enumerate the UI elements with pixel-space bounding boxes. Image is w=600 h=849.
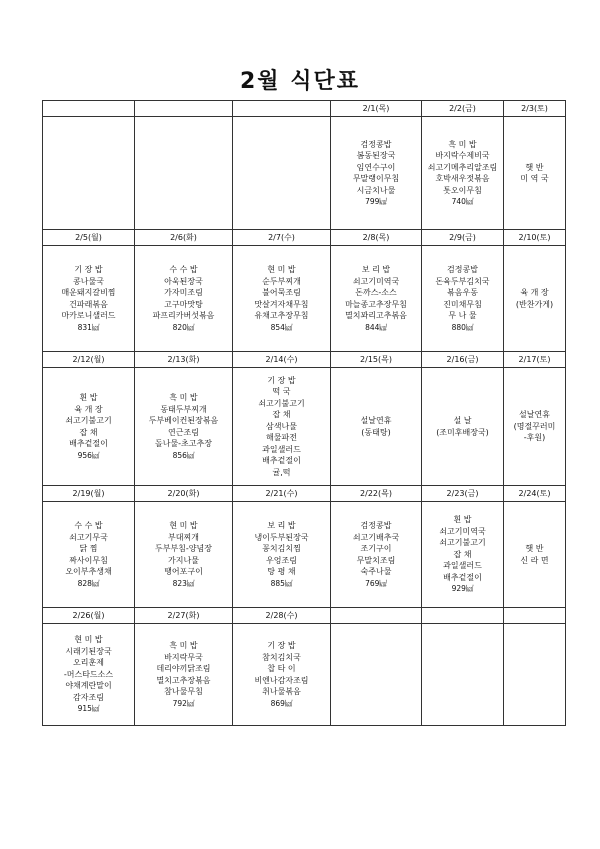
menu-item: 진미채무침: [443, 299, 482, 309]
menu-item: 쇠고기무국: [69, 532, 108, 542]
menu-cell: [504, 502, 566, 608]
menu-item: 흰 밥: [453, 515, 472, 525]
menu-item: 검정콩밥: [360, 139, 392, 149]
menu-cell: [233, 368, 331, 486]
menu-item: 검정콩밥: [360, 521, 392, 530]
date-cell: 2/17(토): [504, 352, 566, 368]
menu-item: 무 나 물: [448, 311, 477, 320]
menu-item: 잡 채: [79, 427, 98, 437]
menu-item: (명절꾸러미: [513, 421, 556, 431]
menu-row: [43, 246, 566, 352]
date-cell: 2/2(금): [422, 101, 504, 117]
menu-item: (동태탕): [361, 427, 391, 437]
menu-item: 취나물볶음: [262, 687, 301, 696]
menu-item: 흰 밥: [79, 393, 98, 402]
menu-item: 바지락무국: [164, 652, 203, 662]
menu-item: 감자조림: [73, 692, 104, 702]
menu-item: 조기구이: [360, 544, 392, 553]
menu-table: [42, 100, 566, 726]
menu-item: 신 라 면: [520, 555, 549, 565]
calorie-value: 869㎉: [270, 698, 293, 708]
date-cell: 2/28(수): [233, 608, 331, 624]
menu-item: 땡어포구이: [164, 567, 203, 576]
date-cell: 2/26(월): [43, 608, 135, 624]
menu-item: 쇠고기불고기: [258, 398, 305, 408]
menu-item: 시금치나물: [356, 185, 396, 195]
date-cell: [233, 101, 331, 117]
date-cell: 2/15(목): [331, 352, 422, 368]
menu-cell: [504, 368, 566, 486]
calorie-value: 769㎉: [365, 578, 387, 588]
calorie-value: 885㎉: [270, 578, 293, 588]
menu-item: 바지락수제비국: [435, 151, 490, 160]
calorie-value: 929㎉: [451, 584, 474, 594]
menu-item: 연근조림: [168, 427, 199, 437]
menu-item: 무말치조림: [356, 555, 396, 565]
menu-cell: [233, 117, 331, 230]
menu-item: (반찬가게): [515, 299, 554, 309]
menu-row: [43, 502, 566, 608]
calorie-value: 820㎉: [172, 322, 195, 332]
menu-item: 유채고추장무침: [254, 311, 309, 320]
menu-item: 돈육두부김치국: [435, 276, 490, 286]
menu-item: 부대찌개: [168, 532, 199, 542]
menu-item: 떡 국: [272, 387, 291, 397]
date-cell: 2/10(토): [504, 230, 566, 246]
menu-item: 검정콩밥: [447, 265, 478, 274]
menu-item: (조미후배장국): [436, 427, 489, 437]
menu-item: 두부부침-양념장: [155, 544, 212, 553]
menu-item: 야채계란말이: [65, 681, 112, 691]
menu-item: 배추겉절이: [262, 456, 301, 466]
menu-item: 건파래볶음: [69, 299, 108, 309]
calorie-value: 823㎉: [172, 578, 195, 588]
menu-item: 쇠고기불고기: [65, 416, 112, 425]
date-cell: 2/23(금): [422, 486, 504, 502]
menu-item: 기 장 밥: [74, 265, 103, 274]
menu-item: 참치김치국: [262, 652, 301, 662]
menu-item: 미 역 국: [520, 174, 549, 183]
menu-item: 멸치꽈리고추볶음: [345, 311, 407, 320]
date-cell: [331, 608, 422, 624]
menu-item: 닭 찜: [79, 544, 98, 553]
date-cell: [504, 608, 566, 624]
menu-item: 마카로니샐러드: [61, 311, 116, 320]
menu-row: [43, 624, 566, 726]
menu-item: 보 리 밥: [361, 265, 391, 274]
date-cell: [422, 608, 504, 624]
date-row: [43, 352, 566, 368]
calorie-value: 792㎉: [172, 698, 195, 708]
menu-item: 쇠고기미역국: [352, 276, 400, 286]
menu-item: -후원): [523, 433, 546, 443]
menu-item: 쇠고기배추국: [352, 532, 400, 542]
date-row: [43, 101, 566, 117]
menu-item: 참나물무침: [164, 687, 203, 696]
menu-item: 불어묵조림: [262, 288, 301, 297]
calorie-value: 854㎉: [270, 322, 293, 332]
menu-cell: [422, 246, 504, 352]
menu-cell: [331, 246, 422, 352]
menu-cell: [422, 368, 504, 486]
menu-item: 과일샐러드: [262, 444, 301, 454]
menu-cell: [43, 624, 135, 726]
menu-item: 파프리카버섯볶음: [152, 311, 215, 320]
menu-item: 잡 채: [272, 410, 291, 420]
menu-item: 두부베이컨된장볶음: [148, 416, 219, 425]
calorie-value: 856㎉: [172, 450, 195, 460]
calorie-value: 799㎉: [365, 197, 387, 206]
date-cell: 2/1(목): [331, 101, 422, 117]
menu-item: 현 미 밥: [267, 265, 296, 274]
menu-item: 돌나물-초고추장: [155, 439, 212, 448]
date-cell: [135, 101, 233, 117]
menu-item: 냉이두부된장국: [254, 532, 309, 542]
menu-item: 햇 반: [525, 544, 544, 553]
menu-item: 가자미조림: [164, 288, 203, 297]
menu-item: 숙주나물: [360, 567, 392, 576]
menu-item: 봄동된장국: [356, 151, 396, 160]
date-row: [43, 230, 566, 246]
menu-item: 수 수 밥: [74, 521, 103, 530]
menu-item: 삼색나물: [266, 421, 297, 431]
menu-item: 쇠고기메추리알조림: [427, 162, 498, 172]
menu-item: 무말랭이무침: [352, 174, 400, 183]
menu-item: 멸치고추장볶음: [156, 675, 211, 685]
menu-cell: [422, 502, 504, 608]
menu-item: 볶음우동: [447, 288, 478, 297]
menu-cell: [43, 502, 135, 608]
menu-item: -머스타드소스: [63, 669, 114, 679]
menu-item: 기 장 밥: [267, 641, 296, 650]
menu-item: 쇠고기불고기: [439, 538, 486, 548]
menu-cell: [135, 117, 233, 230]
menu-item: 탕 평 채: [267, 567, 296, 576]
menu-cell: [43, 117, 135, 230]
date-cell: 2/12(월): [43, 352, 135, 368]
calorie-value: 880㎉: [451, 322, 474, 332]
menu-item: 귤,떡: [272, 467, 291, 477]
calorie-value: 831㎉: [77, 322, 100, 332]
menu-item: 설날연휴: [519, 410, 550, 420]
menu-cell: [422, 117, 504, 230]
menu-cell: [331, 368, 422, 486]
menu-cell: [504, 624, 566, 726]
menu-item: 설날연휴: [360, 416, 392, 425]
date-cell: 2/19(월): [43, 486, 135, 502]
menu-item: 임연수구이: [356, 162, 396, 172]
menu-item: 흑 미 밥: [448, 139, 477, 149]
menu-item: 오리훈제: [73, 658, 104, 668]
menu-item: 동태두부찌개: [160, 404, 207, 414]
menu-item: 순두부찌개: [262, 276, 301, 286]
menu-item: 콩나물국: [73, 276, 104, 286]
menu-cell: [135, 502, 233, 608]
menu-item: 배추겉절이: [443, 572, 482, 582]
menu-item: 수 수 밥: [169, 265, 198, 274]
menu-item: 비엔나감자조림: [254, 675, 309, 685]
menu-item: 잡 채: [453, 549, 472, 559]
date-row: [43, 608, 566, 624]
date-cell: 2/3(토): [504, 101, 566, 117]
menu-item: 짜사이무침: [69, 555, 108, 565]
menu-cell: [135, 246, 233, 352]
menu-cell: [331, 624, 422, 726]
menu-cell: [331, 117, 422, 230]
date-cell: 2/6(화): [135, 230, 233, 246]
menu-item: 과일샐러드: [443, 561, 482, 571]
menu-row: [43, 368, 566, 486]
date-cell: 2/21(수): [233, 486, 331, 502]
menu-item: 맛살겨자채무침: [254, 299, 309, 309]
page-title: 2월 식단표: [240, 69, 360, 94]
menu-item: 쇠고기미역국: [439, 526, 486, 536]
menu-item: 흑 미 밥: [169, 641, 198, 650]
date-cell: 2/16(금): [422, 352, 504, 368]
calorie-value: 956㎉: [77, 450, 100, 460]
menu-cell: [135, 368, 233, 486]
menu-cell: [422, 624, 504, 726]
menu-item: 돈까스-소스: [355, 288, 397, 297]
calorie-value: 844㎉: [365, 322, 387, 332]
menu-item: 마늘종고추장무침: [345, 299, 407, 309]
menu-item: 설 날: [453, 416, 472, 425]
menu-item: 현 미 밥: [169, 521, 198, 530]
date-cell: 2/5(월): [43, 230, 135, 246]
menu-item: 톳오이무침: [443, 185, 482, 195]
menu-cell: [233, 624, 331, 726]
date-cell: 2/22(목): [331, 486, 422, 502]
menu-item: 현 미 밥: [74, 635, 103, 645]
menu-item: 오이부추생채: [65, 567, 112, 576]
menu-item: 시래기된장국: [65, 646, 112, 656]
menu-item: 육 개 장: [520, 288, 549, 297]
date-cell: 2/20(화): [135, 486, 233, 502]
menu-item: 기 장 밥: [267, 375, 296, 385]
menu-item: 고구마맛탕: [164, 299, 203, 309]
menu-cell: [233, 246, 331, 352]
menu-cell: [43, 246, 135, 352]
menu-cell: [331, 502, 422, 608]
menu-cell: [504, 246, 566, 352]
menu-item: 해물파전: [266, 433, 297, 443]
calorie-value: 915㎉: [77, 704, 100, 714]
menu-item: 배추겉절이: [69, 439, 108, 448]
date-row: [43, 486, 566, 502]
menu-item: 데리야끼닭조림: [156, 664, 211, 673]
menu-item: 햇 반: [525, 162, 544, 172]
menu-item: 가지나물: [168, 555, 199, 565]
menu-item: 매운돼지갈비찜: [61, 288, 116, 297]
menu-item: 아욱된장국: [164, 276, 203, 286]
date-cell: 2/14(수): [233, 352, 331, 368]
menu-cell: [135, 624, 233, 726]
menu-cell: [43, 368, 135, 486]
menu-cell: [233, 502, 331, 608]
calorie-value: 828㎉: [77, 578, 100, 588]
menu-item: 보 리 밥: [267, 521, 296, 530]
menu-item: 찹 타 이: [267, 664, 296, 673]
calorie-value: 740㎉: [451, 197, 474, 206]
menu-item: 우엉조림: [266, 555, 297, 565]
date-cell: 2/8(목): [331, 230, 422, 246]
menu-item: 흑 미 밥: [169, 393, 198, 402]
date-cell: 2/27(화): [135, 608, 233, 624]
menu-item: 육 개 장: [74, 404, 103, 414]
date-cell: [43, 101, 135, 117]
date-cell: 2/9(금): [422, 230, 504, 246]
menu-cell: [504, 117, 566, 230]
menu-item: 꽁치김치찜: [262, 544, 301, 553]
menu-item: 호박새우젓볶음: [435, 174, 490, 183]
date-cell: 2/24(토): [504, 486, 566, 502]
date-cell: 2/13(화): [135, 352, 233, 368]
date-cell: 2/7(수): [233, 230, 331, 246]
menu-row: [43, 117, 566, 230]
